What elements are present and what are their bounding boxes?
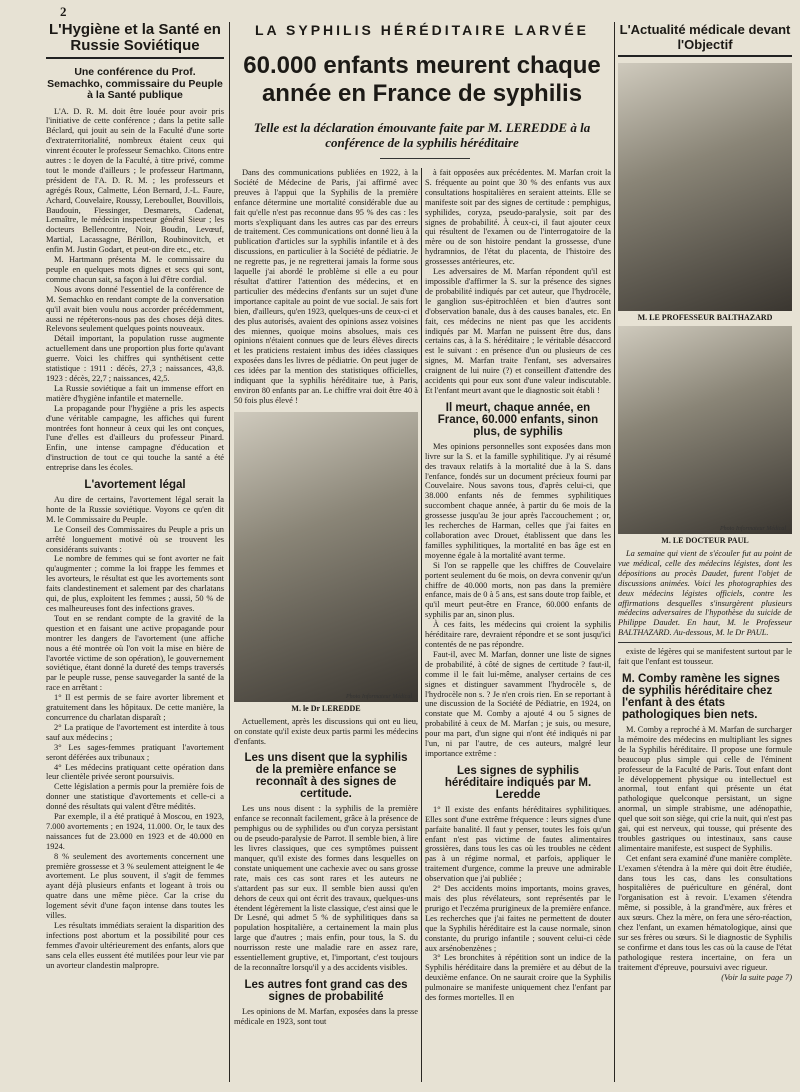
headline: 60.000 enfants meurent chaque année en France de syphilis: [243, 52, 601, 107]
article-paragraph: Cet enfant sera examiné d'une manière complète. L'examen s'étendra à la mère qui doit être étudiée, dans tous les cas, dans les consultations hospitalières de puériculture en général, dont l'organisation est à revoir. L'examen s'étendra même, si possible, à la grand'mère, aux frères et aux sœurs. Chez la mère, on fera une séro-réaction, chez l'enfant, un examen hématologique, ainsi que sur ses frères ou sœurs. Si le diagnostic de Syphilis se confirme et dans tous les cas où la cause de l'état pathologique restera incertaine, on fera un traitement d'épreuve, poursuivi avec rigueur.: [618, 853, 792, 972]
article-paragraph: 3° Les bronchites à répétition sont un indice de la Syphilis héréditaire dans la première et au début de la deuxième enfance. On ne saurait croire que la Syphilis pulmonaire se manifeste uniquement chez l'enfant par des formes mortelles. Il en: [425, 953, 611, 1003]
article-paragraph: Cette législation a permis pour la première fois de donner une statistique d'avortements et celle-ci a donné des résultats qui valent d'être médités.: [46, 782, 224, 812]
continued-note: (Voir la suite page 7): [721, 972, 792, 982]
section-heading: M. Comby ramène les signes de syphilis héréditaire chez l'enfant à des états pathologiques bien nets.: [622, 672, 780, 721]
left-column-header: L'Hygiène et la Santé en Russie Soviétique: [46, 22, 224, 59]
article-paragraph: Détail important, la population russe augmente actuellement dans une proportion plus forte qu'avant guerre. Voici les chiffres qui synthétisent cette statistique : 1911 : décès, 27,3 ; naissances, 43,8. 1923 : décès, 22,7 ; naissances, 42,5.: [46, 334, 224, 383]
photo-caption: M. LE PROFESSEUR BALTHAZARD: [637, 313, 773, 322]
article-paragraph: Si l'on se rappelle que les chiffres de Couvelaire portent seulement du 6e mois, on devra convenir qu'un chiffre de 40.000 morts, non pas dans la première enfance, mais de 0 à 5 ans, est sans doute trop faible, et qu'il meurt peut-être en France, 60.000 enfants de syphilis par an, sinon plus.: [425, 560, 611, 620]
column-rule: [614, 22, 615, 1082]
photo-caption: M. LE DOCTEUR PAUL: [661, 536, 749, 545]
article-paragraph: La Russie soviétique a fait un immense effort en matière d'hygiène infantile et maternelle.: [46, 383, 224, 403]
article-paragraph: Les adversaires de M. Marfan répondent qu'il est impossible d'affirmer la S. sur la présence des signes de probabilité indiqués par cet auteur, que l'hydrocèle, le ganglion sus-épitrochléen et bien d'autres sont d'observation banale, dus à des causes banales, etc. En fait, ces médecins ne nient pas que les accidents indiqués par M. Marfan ne puissent être dus, dans certains cas, à la S. héréditaire ; le véritable désaccord est le suivant : en présence d'un ou plusieurs de ces signes, M. Marfan traite l'enfant, ses adversaires craignent de lui nuire (?) et conseillent d'attendre des accidents qui pour eux sont d'une valeur indiscutable. Et l'enfant meurt avant que le diagnostic soit établi !: [425, 267, 611, 395]
article-paragraph: La semaine qui vient de s'écouler fut au point de vue médical, celle des médecins légistes, dont les dépositions au procès Daudet, furent l'objet de discussions animées. Voici les photographies des deux médecins légistes officiels, contre les affirmations desquelles s'insurgèrent plusieurs médecins adversaires de l'hypothèse du suicide de Philippe Daudet. En haut, M. le Professeur BALTHAZARD. Au-dessous, M. le Dr PAUL.: [618, 549, 792, 638]
article-paragraph: Au dire de certains, l'avortement légal serait la honte de la Russie soviétique. Voyons ce qu'en dit M. le Commissaire du Peuple.: [46, 495, 224, 524]
section-heading: Il meurt, chaque année, en France, 60.000 enfants, sinon plus, de syphilis: [437, 401, 599, 438]
photo-leredde: [234, 412, 418, 702]
article-paragraph: Les opinions de M. Marfan, exposées dans la presse médicale en 1923, sont tout: [234, 1006, 418, 1026]
section-heading: Les signes de syphilis héréditaire indiqués par M. Leredde: [444, 764, 592, 801]
article-paragraph: Actuellement, après les discussions qui ont eu lieu, on constate qu'il existe deux partis parmi les médecins d'enfants.: [234, 716, 418, 746]
photo-commentary: [618, 549, 792, 638]
article-paragraph: Nous avons donné l'essentiel de la conférence de M. Semachko en rendant compte de la conversation qu'il avait bien voulu nous accorder précédemment, aussi ne répéterons-nous pas des choses déjà dites. Relevons seulement quelques points nouveaux.: [46, 284, 224, 334]
photo-credit: Photo Informateur Médical: [720, 526, 786, 532]
center-banner: LA SYPHILIS HÉRÉDITAIRE LARVÉE: [255, 22, 589, 38]
right-column-header: L'Actualité médicale devant l'Objectif: [618, 22, 792, 57]
photo-balthazard: [618, 63, 792, 311]
article-paragraph: 4° Les médecins pratiquant cette opération dans leur clientèle privée seront poursuivis.: [46, 762, 224, 782]
article-paragraph: 2° La pratique de l'avortement est interdite à tous sauf aux médecins ;: [46, 722, 224, 742]
article-paragraph: Les résultats immédiats seraient la disparition des infections post abortum et la possibilité pour ces femmes d'avoir ultérieurement des enfants, alors que sans cela elles eussent été mutilées pour leur vie par un avorteur clandestin malpropre.: [46, 921, 224, 970]
article-paragraph: À ces faits, les médecins qui croient la syphilis héréditaire rare, devraient répondre et se sont jusqu'ici contentés de ne pas répondre.: [425, 620, 611, 649]
divider: [618, 642, 792, 643]
photo-caption: M. le Dr LEREDDE: [291, 703, 361, 713]
headline-subtitle: Telle est la déclaration émouvante faite par M. LEREDDE à la conférence de la syphilis héréditaire: [253, 120, 591, 150]
article-paragraph: Par exemple, il a été pratiqué à Moscou, en 1923, 7.000 avortements ; en 1924, 11.000. Or, le taux des naissances fut de 23.000 en 1923 et de 40.000 en 1924.: [46, 812, 224, 851]
article-paragraph: à fait opposées aux précédentes. M. Marfan croit la S. fréquente au point que 30 % des enfants vus aux consultations hospitalières en seraient atteints. Elle se manifeste soit par des signes de certitude : pemphigus, syphilides, coryza, pseudo-paralysie, soit par des signes de probabilité. À ceux-ci, il faut ajouter ceux qui résultent de l'examen ou de l'interrogatoire de la mère ou de son histoire pendant la grossesse, d'une hydramnios, de l'état du placenta, de l'histoire des grossesses antérieures, etc.: [425, 168, 611, 267]
article-paragraph: Dans des communications publiées en 1922, à la Société de Médecine de Paris, j'ai affirmé avec preuves à l'appui que la Syphilis de la première enfance détermine une mortalité considérable due au fait qu'elle n'est pas reconnue dans 95 % des cas : les morts s'expliquant dans les autres cas par des erreurs de traitement. Ces communications ont donné lieu à la publication d'articles sur la syphilis infantile et à des discussions, en particulier à la Société de pédiatrie. Je ne regrette pas, je ne regretterai jamais la forme sous laquelle j'ai abordé le problème si elle a eu pour résultat d'attirer l'attention des médecins, et en particulier des médecins d'enfants sur un sujet d'une importance capitale au point de vue social. Je sais fort bien, d'ailleurs, qu'en 1923, quelques-uns de ceux-ci et des plus autorisés, avaient des opinions assez voisines des miennes, quoique moins absolues, mais ces opinions n'étaient connues que de leurs élèves directs et les praticiens restaient imbus des idées classiques exposées dans les livres de pédiatrie. On peut juger de ces idées par la mention des statistiques officielles, indiquant que la syphilis héréditaire tue, à Paris, environ 80 enfants par an. Le chiffre vrai doit être 40 à 50 fois plus élevé !: [234, 168, 418, 405]
article-title-semachko: Une conférence du Prof. Semachko, commissaire du Peuple à la Santé publique: [47, 66, 223, 101]
article-paragraph: existe de légères qui se manifestent surtout par le fait que l'enfant est tousseur.: [618, 647, 792, 667]
article-paragraph: Le nombre de femmes qui se font avorter ne fait qu'augmenter ; comme la loi frappe les femmes et les avorteurs, le résultat est que les avortements sont faits clandestinement et salement par des charlatans qui, de plus, exploitent les femmes ; aussi, 50 % de ces malheureuses font des infections graves.: [46, 554, 224, 613]
column-rule: [421, 168, 422, 1082]
article-paragraph: 1° Il existe des enfants héréditaires syphilitiques. Elles sont d'une extrême fréquence : leurs signes d'une parfaite banalité. Il faut y penser, toutes les fois qu'un enfant n'est pas victime de fautes alimentaires grossières, dans tous les cas où les troubles ne cèdent pas à un régime normal, et parfois, appliquer le traitement d'urgence, comme la preuve une admirable observation que j'ai publiée ;: [425, 804, 611, 884]
article-paragraph: La propagande pour l'hygiène a pris les aspects d'une véritable campagne, les affiches qui furent montrées font honneur à ceux qui les ont conçues, l'une d'elles est d'ailleurs du professeur Pinard. Enfin, une intense campagne d'éducation et d'instruction de tout ce qui touche la santé a été entreprise dans les écoles.: [46, 403, 224, 473]
column-rule: [229, 22, 230, 1082]
article-paragraph: 8 % seulement des avortements concernent une première grossesse et 3 % seulement atteignent le 4e avortement. Le plus souvent, il s'agit de femmes ayant déjà plusieurs enfants et logeant à trois ou quatre dans une même pièce. Car la crise du logement sévit d'une façon intense dans toutes les villes.: [46, 851, 224, 921]
center-right-column: [425, 168, 611, 1082]
article-paragraph: Les uns nous disent : la syphilis de la première enfance se reconnaît facilement, grâce à la présence de pemphigus ou de syphilides ou d'un coryza persistant ou de pseudo-paralysie de Parrot. Il semble bien, à lire les livres classiques, que ces symptômes puissent manquer, qu'il existe des formes dans lesquelles on constate uniquement une cachexie avec ou sans grosse rate, mais ces cas sont rares et les auteurs ne s'attardent pas sur eux. Il semble bien aussi qu'en dehors de ceux qui ont écrit des travaux, quelques-uns étendent légèrement la liste classique, c'est ainsi que le Dr Lesné, qui admet 5 % de syphilitiques dans sa population hospitalière, a certainement la main plus large que d'autres ; mais enfin, pour tous, la S. du nourrisson reste une maladie rare en assez rare, essentiellement gruptive, et, l'important, c'est toujours de la reconnaître lorsqu'il y a des accidents visibles.: [234, 804, 418, 972]
center-left-column: [234, 168, 418, 1082]
article-paragraph: Le Conseil des Commissaires du Peuple a pris un arrêté longuement motivé où se trouvent les considérants suivants :: [46, 524, 224, 554]
article-paragraph: 1° Il est permis de se faire avorter librement et gratuitement dans les hôpitaux. De cette manière, la concurrence du charlatan disparaît ;: [46, 693, 224, 722]
right-column: [618, 22, 792, 1084]
ornament-divider: [380, 158, 470, 159]
section-heading: Les autres font grand cas des signes de probabilité: [244, 978, 408, 1003]
page-number: 2: [60, 4, 67, 19]
photo-paul: [618, 326, 792, 534]
left-column: [46, 22, 224, 1084]
article-paragraph: Mes opinions personnelles sont exposées dans mon livre sur la S. et la famille syphilitique. J'y ai résumé des travaux relatifs à la mortalité due à la S. dans l'enfance, fondés sur un document précieux fourni par Couvelaire. Nous savons tous, d'après celui-ci, que 38.000 enfants nés de femmes syphilitiques succombent chaque année, à partir du 6e mois de la grossesse jusqu'au 3e jour après l'accouchement ; or, les recherches de Harman, celles que j'ai faites en collaboration avec Drouet, établissent que dans les familles syphilitiques, la mortalité en bas âge est en moyenne égale à la mortalité avant terme.: [425, 441, 611, 560]
section-heading-avortement: L'avortement légal: [84, 479, 186, 492]
article-paragraph: M. Hartmann présenta M. le commissaire du peuple en quelques mots dignes et secs qui sont, comme chacun sait, sa façon à lui d'être cordial.: [46, 255, 224, 284]
article-paragraph: 3° Les sages-femmes pratiquant l'avortement seront déférées aux tribunaux ;: [46, 742, 224, 762]
article-paragraph: 2° Des accidents moins importants, moins graves, mais des plus révélateurs, sont représentés par le prurigo et l'eczéma prurigineux de la première enfance. Les recherches que j'ai faites ne permettent de douter que la Syphilis héréditaire est la cause normale, sinon constante, du prurigo infantile ; souvent celui-ci cède aux arsénobenzènes ;: [425, 884, 611, 953]
article-paragraph: Tout en se rendant compte de la gravité de la question et en faisant une active propagande pour montrer les dangers de l'avortement (une affiche nous a été montrée où l'on voit la mise en bière de l'avortée victime de son opération), le gouvernement soviétique, étant donné la dureté des temps traversés par le peuple russe, pense sauvegarder la santé de la race en arrêtant :: [46, 613, 224, 693]
article-paragraph: L'A. D. R. M. doit être louée pour avoir pris l'initiative de cette conférence ; dans la petite salle Béclard, qui jouit au sein de la Faculté d'une sorte d'extraterritorialité, nombreux étaient ceux qui vinrent écouter le professeur Semachko. Citons entre autres : le doyen de la Faculté, à titre privé, comme tout le monde d'ailleurs ; le professeur Hartmann, président de l'A. D. R. M. ; les professeurs et agrégés Roux, Calmette, Léon Bernard, J.-L. Faure, Achard, Couvelaire, Roussy, Lereboullet, Bouvillois, Baudouin, Fiessinger, Desmarets, Cadenat, Lemaître, le médecin inspecteur général Sieur ; les docteurs Bellencontre, Noir, Boudin, Levœuf, Martial, Lacassagne, Bérillon, Roubinovitch, et enfin M. Justin Godart, et peut-on dire etc., etc.: [46, 106, 224, 255]
article-paragraph: M. Comby a reproché à M. Marfan de surcharger la mémoire des médecins en multipliant les signes de la Syphilis héréditaire. Il propose une formule beaucoup plus simple qui celle de l'éminent professeur de la Faculté de Paris. Tout enfant dont le développement physique ou intellectuel est anormal, tout enfant qui présente un état pathologique quelconque persistant, un signe anormal, un simple strabisme, une adénopathie, quel que soit son siège, qui crie la nuit, qui n'est pas gai, qui est nerveux, qui tousse, qui présente des troubles gastriques ou intestinaux, sans cause alimentaire manifeste, est suspect de Syphilis.: [618, 724, 792, 853]
photo-credit: Photo Informateur Médical: [346, 693, 412, 700]
article-paragraph: Faut-il, avec M. Marfan, donner une liste de signes de probabilité, à côté de signes de certitude ? faut-il, comme il le fait lui-même, analyser certains de ces signes et distinguer savamment l'hydrocèle s, de l'hydrocèle non s. ? Je n'en crois rien. En se reportant à une discussion de la Société de Pédiatrie, en 1924, on constate que M. Comby a ajouté 4 ou 5 signes de probabilité à ceux de M. Marfan ; je suis, ou mesure, pour ma part, d'un signe qui n'ont été indiqués ni par l'un, ni par l'autre, de ces auteurs, malgré leur importance extrême :: [425, 649, 611, 758]
section-heading: Les uns disent que la syphilis de la première enfance se reconnaît à des signes de certitude.: [244, 752, 408, 801]
